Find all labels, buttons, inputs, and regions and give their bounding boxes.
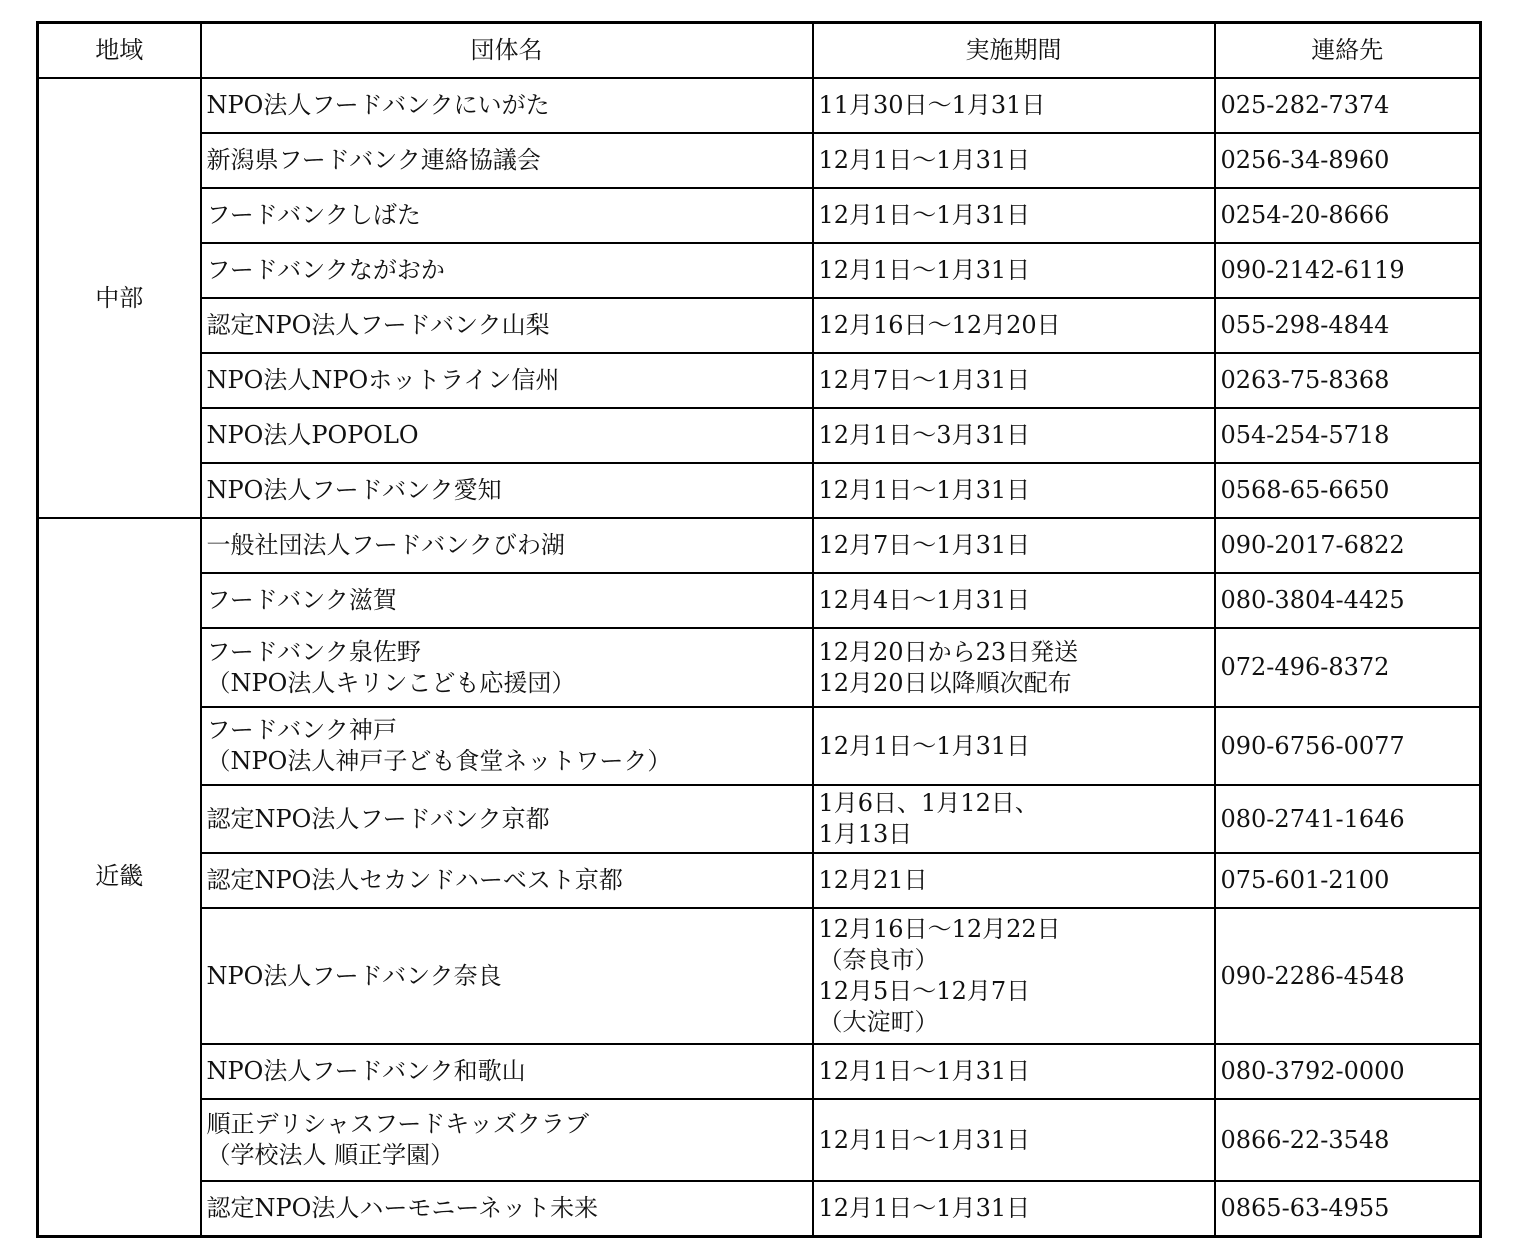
organization-cell	[201, 133, 813, 188]
period-cell-line: （奈良市）	[818, 946, 939, 974]
table-row	[38, 518, 1481, 573]
period-cell	[813, 908, 1215, 1044]
table-row	[38, 1099, 1481, 1181]
organization-cell-line: NPO法人フードバンク愛知	[206, 476, 502, 504]
period-cell-line: （大淀町）	[818, 1008, 939, 1036]
table-row	[38, 353, 1481, 408]
period-cell-line: 12月20日以降順次配布	[818, 668, 1072, 697]
period-cell	[813, 133, 1215, 188]
period-cell	[813, 353, 1215, 408]
table-row	[38, 1044, 1481, 1099]
table-row	[38, 573, 1481, 628]
organization-cell	[201, 628, 813, 707]
region-cell: 近畿	[38, 518, 201, 1236]
organization-cell-line: 認定NPO法人セカンドハーベスト京都	[206, 866, 623, 894]
organization-cell	[201, 518, 813, 573]
period-cell	[813, 1181, 1215, 1236]
organization-cell	[201, 1099, 813, 1181]
organization-cell	[201, 353, 813, 408]
table-row	[38, 1181, 1481, 1236]
period-cell	[813, 853, 1215, 908]
table-row	[38, 853, 1481, 908]
table-row	[38, 78, 1481, 133]
period-cell	[813, 628, 1215, 707]
table-row	[38, 463, 1481, 518]
organization-cell-line: フードバンクながおか	[206, 256, 445, 284]
contact-phone-cell: 0256-34-8960	[1215, 133, 1481, 188]
organization-cell	[201, 408, 813, 463]
contact-phone-cell: 080-3804-4425	[1215, 573, 1481, 628]
period-cell	[813, 707, 1215, 785]
contact-phone-cell: 080-3792-0000	[1215, 1044, 1481, 1099]
period-cell	[813, 78, 1215, 133]
period-cell-line: 12月1日～1月31日	[818, 1057, 1031, 1085]
contact-phone-cell: 090-2286-4548	[1215, 908, 1481, 1044]
contact-phone-cell: 075-601-2100	[1215, 853, 1481, 908]
period-cell	[813, 408, 1215, 463]
header-row	[38, 23, 1481, 79]
table-row	[38, 707, 1481, 785]
organization-cell	[201, 573, 813, 628]
period-cell-line: 12月1日～3月31日	[818, 421, 1031, 449]
organization-cell-line: （NPO法人神戸子ども食堂ネットワーク）	[206, 747, 672, 775]
organization-cell-line: NPO法人POPOLO	[206, 421, 419, 449]
period-cell	[813, 1099, 1215, 1181]
table-row	[38, 298, 1481, 353]
contact-phone-cell: 0568-65-6650	[1215, 463, 1481, 518]
organization-cell-line: 順正デリシャスフードキッズクラブ	[206, 1110, 589, 1138]
period-cell-line: 12月1日～1月31日	[818, 1125, 1031, 1154]
organization-cell	[201, 707, 813, 785]
organization-cell-line: 新潟県フードバンク連絡協議会	[206, 146, 541, 174]
table-body	[38, 78, 1481, 1236]
organization-cell	[201, 908, 813, 1044]
contact-phone-cell: 072-496-8372	[1215, 628, 1481, 707]
contact-phone-cell: 0865-63-4955	[1215, 1181, 1481, 1236]
period-cell	[813, 298, 1215, 353]
organization-cell-line: NPO法人フードバンク和歌山	[206, 1057, 526, 1085]
table-row	[38, 243, 1481, 298]
period-cell-line: 12月1日～1月31日	[818, 256, 1031, 284]
food-bank-table	[36, 21, 1482, 1238]
organization-cell-line: 一般社団法人フードバンクびわ湖	[206, 531, 565, 559]
period-cell-line: 12月21日	[818, 866, 928, 894]
table-row	[38, 908, 1481, 1044]
contact-phone-cell: 0254-20-8666	[1215, 188, 1481, 243]
period-cell-line: 12月1日～1月31日	[818, 731, 1031, 760]
period-cell	[813, 1044, 1215, 1099]
period-cell-line: 12月1日～1月31日	[818, 201, 1031, 229]
organization-cell-line: （学校法人 順正学園）	[206, 1141, 455, 1169]
organization-cell-line: NPO法人フードバンクにいがた	[206, 91, 550, 119]
organization-cell	[201, 1181, 813, 1236]
period-cell	[813, 463, 1215, 518]
table-header	[38, 23, 1481, 79]
period-cell	[813, 188, 1215, 243]
period-cell	[813, 243, 1215, 298]
contact-phone-cell: 025-282-7374	[1215, 78, 1481, 133]
period-cell-line: 12月16日～12月22日	[818, 915, 1061, 943]
organization-cell-line: 認定NPO法人フードバンク山梨	[206, 311, 550, 339]
period-cell-line: 12月16日～12月20日	[818, 311, 1061, 339]
period-cell	[813, 518, 1215, 573]
contact-phone-cell: 055-298-4844	[1215, 298, 1481, 353]
region-cell: 中部	[38, 78, 201, 518]
table-row	[38, 628, 1481, 707]
period-cell	[813, 785, 1215, 853]
organization-cell-line: （NPO法人キリンこども応援団）	[206, 668, 576, 697]
organization-cell	[201, 785, 813, 853]
organization-cell-line: フードバンク神戸	[206, 716, 397, 744]
table-row	[38, 408, 1481, 463]
contact-phone-cell: 090-2017-6822	[1215, 518, 1481, 573]
period-cell-line: 12月1日～1月31日	[818, 146, 1031, 174]
organization-cell-line: フードバンク泉佐野	[206, 637, 421, 666]
organization-cell	[201, 853, 813, 908]
organization-cell-line: NPO法人NPOホットライン信州	[206, 366, 560, 394]
organization-cell	[201, 463, 813, 518]
contact-phone-cell: 054-254-5718	[1215, 408, 1481, 463]
organization-cell	[201, 243, 813, 298]
header-contact: 連絡先	[1215, 23, 1481, 79]
contact-phone-cell: 0263-75-8368	[1215, 353, 1481, 408]
period-cell-line: 11月30日～1月31日	[818, 91, 1046, 119]
contact-phone-cell: 090-2142-6119	[1215, 243, 1481, 298]
period-cell-line: 12月20日から23日発送	[818, 637, 1079, 666]
period-cell-line: 12月1日～1月31日	[818, 1193, 1031, 1222]
period-cell-line: 12月4日～1月31日	[818, 586, 1031, 614]
table-row	[38, 133, 1481, 188]
organization-cell-line: 認定NPO法人フードバンク京都	[206, 804, 550, 833]
organization-cell	[201, 78, 813, 133]
table-row	[38, 785, 1481, 853]
period-cell-line: 12月5日～12月7日	[818, 977, 1031, 1005]
table-row	[38, 188, 1481, 243]
contact-phone-cell: 0866-22-3548	[1215, 1099, 1481, 1181]
period-cell	[813, 573, 1215, 628]
organization-cell	[201, 188, 813, 243]
organization-cell	[201, 1044, 813, 1099]
organization-cell-line: NPO法人フードバンク奈良	[206, 961, 502, 990]
organization-cell-line: フードバンクしばた	[206, 201, 421, 229]
header-period: 実施期間	[813, 23, 1215, 79]
header-region: 地域	[38, 23, 201, 79]
period-cell-line: 12月7日～1月31日	[818, 531, 1031, 559]
period-cell-line: 12月7日～1月31日	[818, 366, 1031, 394]
contact-phone-cell: 080-2741-1646	[1215, 785, 1481, 853]
contact-phone-cell: 090-6756-0077	[1215, 707, 1481, 785]
period-cell-line: 1月6日、1月12日、	[818, 789, 1039, 817]
period-cell-line: 1月13日	[818, 820, 913, 848]
organization-cell	[201, 298, 813, 353]
organization-cell-line: フードバンク滋賀	[206, 586, 397, 614]
organization-cell-line: 認定NPO法人ハーモニーネット未来	[206, 1193, 599, 1222]
period-cell-line: 12月1日～1月31日	[818, 476, 1031, 504]
header-organization: 団体名	[201, 23, 813, 79]
